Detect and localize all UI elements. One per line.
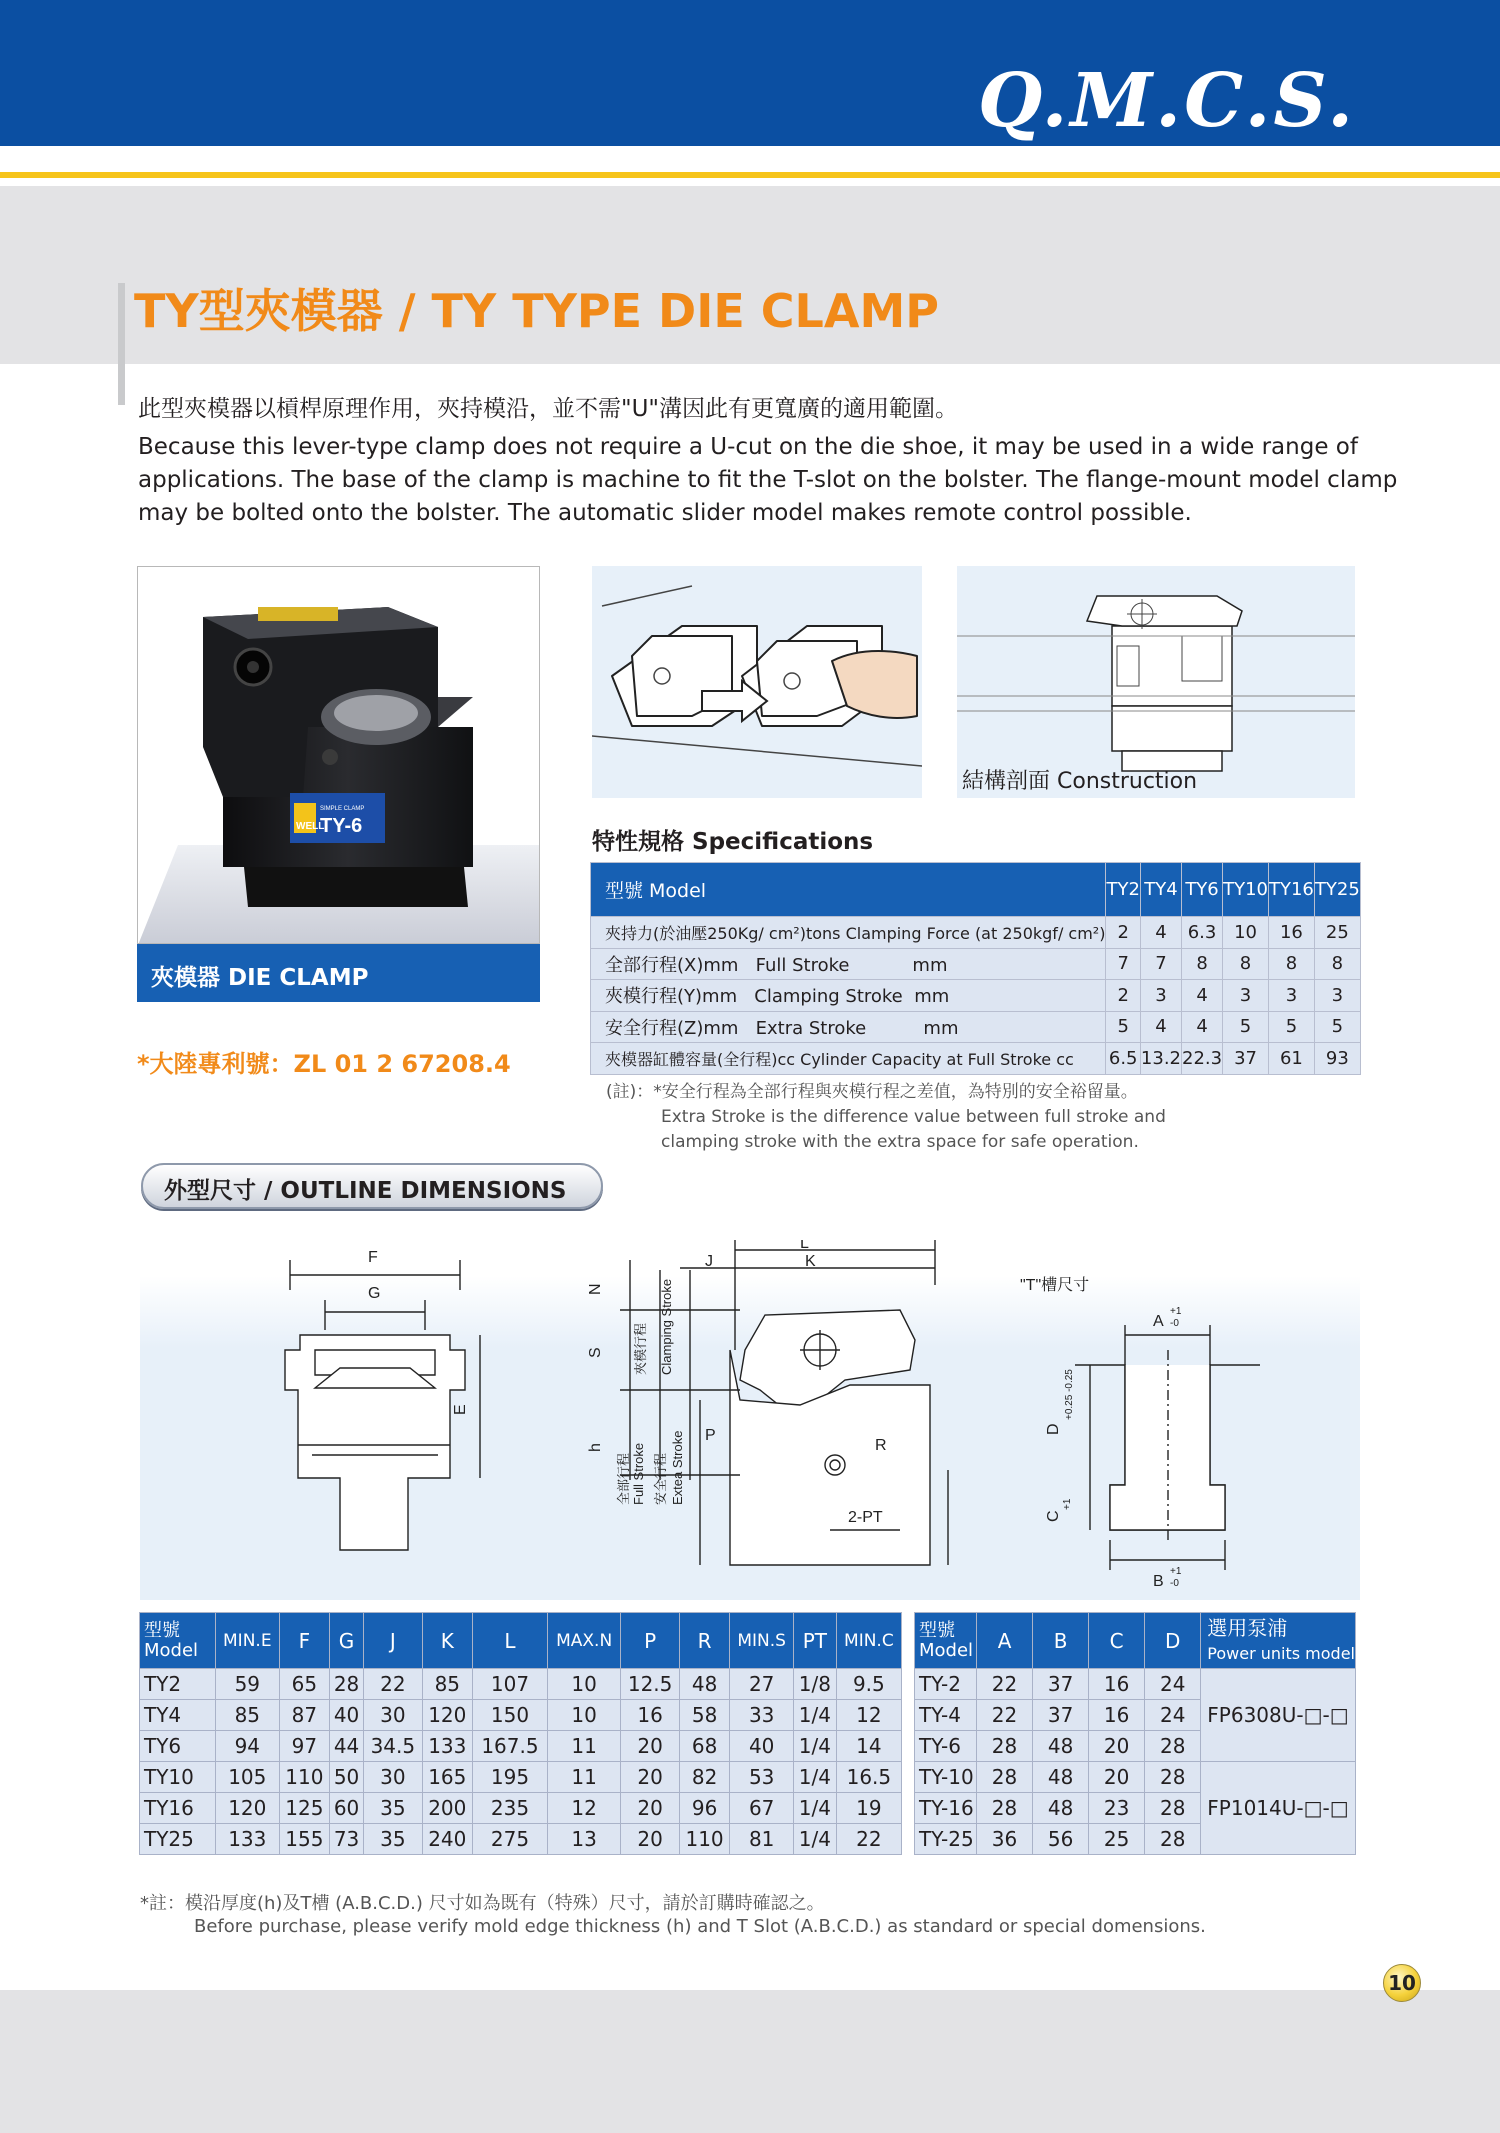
dims-cell: 20 (621, 1731, 680, 1762)
tol-b-minus: -0 (1170, 1578, 1179, 1589)
intro-line-3: may be bolted onto the bolster. The automatic slider model makes remote control possible. (138, 500, 1192, 526)
tslot-cell: 16 (1089, 1669, 1145, 1700)
die-clamp-illustration (138, 567, 540, 944)
dim-label-n: N (587, 1283, 604, 1295)
tslot-cell: 28 (1145, 1824, 1201, 1855)
dims-cell: 1/4 (794, 1700, 837, 1731)
footnote-zh: *註：模沿厚度(h)及T槽 (A.B.C.D.) 尺寸如為既有（特殊）尺寸，請於訂購時確認之。 (140, 1893, 825, 1914)
tslot-model: TY-16 (915, 1793, 977, 1824)
footnote-en: Before purchase, please verify mold edge thickness (h) and T Slot (A.B.C.D.) as standard or special domensions. (194, 1916, 1206, 1937)
dim-label-b: B (1153, 1573, 1164, 1590)
table-row (140, 1669, 902, 1700)
specs-model-col: TY2 (1106, 863, 1140, 917)
table-row (140, 1824, 902, 1855)
dims-cell: 1/4 (794, 1793, 837, 1824)
specs-note: (註)：*安全行程為全部行程與夾模行程之差值，為特別的安全裕留量。 (606, 1082, 1138, 1102)
specs-header-model: 型號 Model (591, 863, 1106, 917)
specs-cell: 5 (1223, 1011, 1269, 1043)
specs-cell: 3 (1140, 980, 1181, 1012)
outline-drawing-panel (140, 1240, 1360, 1600)
tol-d: +0.25 -0.25 (1064, 1369, 1075, 1420)
specs-cell: 5 (1268, 1011, 1314, 1043)
specs-note: Extra Stroke is the difference value between full stroke and (661, 1107, 1166, 1127)
dims-cell: 87 (279, 1700, 329, 1731)
tol-c: +1 (1062, 1498, 1073, 1510)
extra-stroke-en: Extea Stroke (670, 1430, 685, 1505)
full-stroke-en: Full Stroke (631, 1442, 646, 1505)
dim-label-f: F (368, 1249, 378, 1266)
dims-cell: 14 (836, 1731, 901, 1762)
dims-cell: 1/8 (794, 1669, 837, 1700)
tol-a-plus: +1 (1170, 1306, 1182, 1317)
construction-caption: 結構剖面 Construction (962, 769, 1198, 794)
dim-label-l: L (800, 1240, 809, 1252)
dims-cell: 1/4 (794, 1824, 837, 1855)
dims-cell: 235 (473, 1793, 548, 1824)
dims-cell: 30 (364, 1762, 423, 1793)
dims-header-cell: MIN.E (215, 1613, 279, 1669)
dims-cell: 107 (473, 1669, 548, 1700)
dims-cell: 10 (547, 1700, 620, 1731)
tslot-cell: 22 (977, 1669, 1033, 1700)
specs-model-col: TY10 (1223, 863, 1269, 917)
specs-cell: 93 (1314, 1043, 1360, 1075)
dims-header-model (140, 1613, 216, 1669)
tslot-title: "T"槽尺寸 (1020, 1277, 1090, 1294)
tslot-cell: 48 (1033, 1762, 1089, 1793)
dims-cell: 30 (364, 1700, 423, 1731)
tslot-model: TY-25 (915, 1824, 977, 1855)
tslot-cell: 16 (1089, 1700, 1145, 1731)
dims-cell: 67 (730, 1793, 794, 1824)
dims-cell: 81 (730, 1824, 794, 1855)
dim-label-s: S (587, 1347, 604, 1358)
dims-cell: 240 (422, 1824, 472, 1855)
tslot-cell: 37 (1033, 1669, 1089, 1700)
dims-cell: 16.5 (836, 1762, 901, 1793)
dim-label-c: C (1045, 1510, 1062, 1522)
tslot-cell: 28 (1145, 1762, 1201, 1793)
dims-header-cell: PT (794, 1613, 837, 1669)
dims-model: TY25 (140, 1824, 216, 1855)
specs-cell: 37 (1223, 1043, 1269, 1075)
tslot-cell: 20 (1089, 1731, 1145, 1762)
specs-cell: 8 (1223, 948, 1269, 980)
specs-model-col: TY25 (1314, 863, 1360, 917)
dims-model: TY4 (140, 1700, 216, 1731)
brand-logo: Q.M.C.S. (977, 58, 1356, 144)
dims-cell: 11 (547, 1762, 620, 1793)
dims-cell: 40 (330, 1700, 364, 1731)
dims-cell: 68 (679, 1731, 729, 1762)
dims-cell: 44 (330, 1731, 364, 1762)
dims-model: TY10 (140, 1762, 216, 1793)
specs-row-label: 全部行程(X)mm Full Stroke mm (591, 948, 1106, 980)
dims-cell: 150 (473, 1700, 548, 1731)
dims-header-cell: J (364, 1613, 423, 1669)
specs-cell: 6.3 (1182, 917, 1223, 949)
dims-cell: 19 (836, 1793, 901, 1824)
specs-note: clamping stroke with the extra space for safe operation. (661, 1132, 1139, 1152)
dims-cell: 133 (215, 1824, 279, 1855)
tslot-header-model-en: Model (919, 1639, 974, 1661)
dims-cell: 20 (621, 1793, 680, 1824)
dims-cell: 9.5 (836, 1669, 901, 1700)
dims-cell: 120 (215, 1793, 279, 1824)
tol-b-plus: +1 (1170, 1566, 1182, 1577)
dim-label-k: K (805, 1253, 816, 1270)
dims-cell: 1/4 (794, 1731, 837, 1762)
specs-model-col: TY16 (1268, 863, 1314, 917)
dim-label-j: J (705, 1253, 713, 1270)
header-stripe (0, 172, 1500, 178)
dims-cell: 50 (330, 1762, 364, 1793)
dims-cell: 94 (215, 1731, 279, 1762)
dims-cell: 12 (547, 1793, 620, 1824)
dims-header-cell: MIN.S (730, 1613, 794, 1669)
dims-model: TY16 (140, 1793, 216, 1824)
dims-cell: 125 (279, 1793, 329, 1824)
dims-header-cell: G (330, 1613, 364, 1669)
specs-cell: 7 (1106, 948, 1140, 980)
table-row (915, 1762, 1356, 1793)
tslot-model: TY-10 (915, 1762, 977, 1793)
dims-cell: 60 (330, 1793, 364, 1824)
dim-label-a: A (1153, 1313, 1164, 1330)
specs-cell: 8 (1268, 948, 1314, 980)
specs-cell: 4 (1140, 917, 1181, 949)
tslot-cell: 28 (977, 1731, 1033, 1762)
dims-cell: 85 (422, 1669, 472, 1700)
dims-cell: 22 (836, 1824, 901, 1855)
tslot-model: TY-6 (915, 1731, 977, 1762)
pump-header-en: Power units model (1207, 1643, 1355, 1663)
specs-row-label: 夾模行程(Y)mm Clamping Stroke mm (591, 980, 1106, 1012)
intro-line-2: applications. The base of the clamp is machine to fit the T-slot on the bolster. The flange-mount model clamp (138, 467, 1398, 493)
dim-label-g: G (368, 1285, 381, 1302)
photo-label-model: TY-6 (320, 815, 363, 837)
dims-cell: 96 (679, 1793, 729, 1824)
dims-model: TY6 (140, 1731, 216, 1762)
tslot-cell: 48 (1033, 1793, 1089, 1824)
tslot-cell: 28 (977, 1762, 1033, 1793)
footer-band (0, 1990, 1500, 2133)
dims-cell: 12.5 (621, 1669, 680, 1700)
specs-row-label: 夾模器缸體容量(全行程)cc Cylinder Capacity at Full Stroke cc (591, 1043, 1106, 1075)
specs-cell: 8 (1314, 948, 1360, 980)
dims-cell: 120 (422, 1700, 472, 1731)
tslot-cell: 22 (977, 1700, 1033, 1731)
dim-label-p: P (705, 1427, 716, 1444)
table-row (915, 1669, 1356, 1700)
table-row (140, 1731, 902, 1762)
pump-header (1201, 1613, 1356, 1669)
dims-cell: 133 (422, 1731, 472, 1762)
dims-cell: 48 (679, 1669, 729, 1700)
dims-header-model-cn: 型號 (144, 1619, 180, 1641)
table-row (140, 1700, 902, 1731)
photo-label-small: SIMPLE CLAMP (320, 806, 365, 812)
dims-cell: 85 (215, 1700, 279, 1731)
specs-header-row (591, 863, 1361, 917)
outline-heading: 外型尺寸 / OUTLINE DIMENSIONS (164, 1178, 567, 1204)
specs-row-label: 夾持力(於油壓250Kg/ cm²)tons Clamping Force (at 250kgf/ cm²) (591, 917, 1106, 949)
dims-cell: 20 (621, 1762, 680, 1793)
dims-cell: 165 (422, 1762, 472, 1793)
pump-model: FP1014U-□-□ (1201, 1762, 1356, 1855)
clamp-operation-drawing (592, 566, 922, 798)
table-row (140, 1793, 902, 1824)
specs-cell: 22.3 (1182, 1043, 1223, 1075)
tslot-cell: 28 (1145, 1793, 1201, 1824)
photo-caption: 夾模器 DIE CLAMP (137, 944, 540, 1002)
tslot-cell: 56 (1033, 1824, 1089, 1855)
specs-cell: 25 (1314, 917, 1360, 949)
dims-cell: 1/4 (794, 1762, 837, 1793)
dims-cell: 22 (364, 1669, 423, 1700)
dims-cell: 27 (730, 1669, 794, 1700)
dims-cell: 40 (730, 1731, 794, 1762)
specs-table (590, 862, 1361, 1075)
dims-cell: 65 (279, 1669, 329, 1700)
tslot-cell: 20 (1089, 1762, 1145, 1793)
dims-cell: 12 (836, 1700, 901, 1731)
specs-row (591, 948, 1361, 980)
specs-cell: 61 (1268, 1043, 1314, 1075)
tslot-table (914, 1612, 1356, 1855)
specs-model-col: TY6 (1182, 863, 1223, 917)
outline-dimension-drawing (140, 1240, 1360, 1600)
dims-cell: 20 (621, 1824, 680, 1855)
tslot-header-cell: B (1033, 1613, 1089, 1669)
specs-row (591, 917, 1361, 949)
specs-cell: 3 (1314, 980, 1360, 1012)
tslot-cell: 24 (1145, 1700, 1201, 1731)
dims-cell: 35 (364, 1793, 423, 1824)
specs-cell: 4 (1182, 980, 1223, 1012)
dim-label-r: R (875, 1437, 887, 1454)
dims-cell: 59 (215, 1669, 279, 1700)
specs-heading: 特性規格 Specifications (592, 829, 874, 855)
tslot-header-model-cn: 型號 (919, 1619, 955, 1641)
tslot-cell: 23 (1089, 1793, 1145, 1824)
tslot-header-cell: C (1089, 1613, 1145, 1669)
dims-cell: 110 (279, 1762, 329, 1793)
product-photo (137, 566, 540, 944)
specs-cell: 7 (1140, 948, 1181, 980)
specs-row-label: 安全行程(Z)mm Extra Stroke mm (591, 1011, 1106, 1043)
specs-cell: 8 (1182, 948, 1223, 980)
specs-cell: 16 (1268, 917, 1314, 949)
dims-header-cell: MAX.N (547, 1613, 620, 1669)
clamp-stroke-cn: 夾模行程 (633, 1322, 648, 1375)
specs-cell: 3 (1223, 980, 1269, 1012)
dims-model: TY2 (140, 1669, 216, 1700)
dims-cell: 110 (679, 1824, 729, 1855)
dims-cell: 73 (330, 1824, 364, 1855)
dims-header-cell: MIN.C (836, 1613, 901, 1669)
dims-header-cell: F (279, 1613, 329, 1669)
specs-cell: 4 (1140, 1011, 1181, 1043)
specs-cell: 2 (1106, 917, 1140, 949)
dims-header-cell: K (422, 1613, 472, 1669)
tslot-header-model (915, 1613, 977, 1669)
full-stroke-cn: 全部行程 (616, 1452, 631, 1505)
photo-label-brand: WELL (296, 821, 325, 832)
dim-label-h: h (587, 1443, 604, 1452)
specs-cell: 3 (1268, 980, 1314, 1012)
dims-cell: 35 (364, 1824, 423, 1855)
dims-header-model-en: Model (144, 1639, 199, 1661)
page-number: 10 (1383, 1964, 1421, 2002)
specs-cell: 6.5 (1106, 1043, 1140, 1075)
specs-row (591, 980, 1361, 1012)
intro-zh: 此型夾模器以槓桿原理作用，夾持模沿，並不需"U"溝因此有更寬廣的適用範圍。 (138, 396, 958, 422)
tslot-cell: 24 (1145, 1669, 1201, 1700)
dim-label-pt: 2-PT (848, 1509, 883, 1526)
pump-header-cn: 選用泵浦 (1207, 1615, 1288, 1640)
intro-line-1: Because this lever-type clamp does not require a U-cut on the die shoe, it may be used in a wide range of (138, 434, 1358, 460)
dims-header-cell: R (679, 1613, 729, 1669)
patent-number: *大陸專利號：ZL 01 2 67208.4 (137, 1050, 511, 1078)
tslot-cell: 28 (1145, 1731, 1201, 1762)
specs-cell: 5 (1106, 1011, 1140, 1043)
specs-cell: 4 (1182, 1011, 1223, 1043)
specs-cell: 10 (1223, 917, 1269, 949)
dims-cell: 58 (679, 1700, 729, 1731)
operation-figure (592, 566, 922, 798)
tol-a-minus: -0 (1170, 1318, 1179, 1329)
dims-cell: 200 (422, 1793, 472, 1824)
tslot-model: TY-4 (915, 1700, 977, 1731)
specs-cell: 13.2 (1140, 1043, 1181, 1075)
dims-cell: 11 (547, 1731, 620, 1762)
extra-stroke-cn: 安全行程 (653, 1452, 668, 1505)
dims-cell: 275 (473, 1824, 548, 1855)
tslot-cell: 25 (1089, 1824, 1145, 1855)
dims-cell: 195 (473, 1762, 548, 1793)
dims-cell: 155 (279, 1824, 329, 1855)
dims-cell: 82 (679, 1762, 729, 1793)
dim-label-d: D (1045, 1423, 1062, 1435)
tslot-cell: 28 (977, 1793, 1033, 1824)
specs-cell: 2 (1106, 980, 1140, 1012)
dims-cell: 10 (547, 1669, 620, 1700)
tslot-header-row (915, 1613, 1356, 1669)
tslot-cell: 37 (1033, 1700, 1089, 1731)
specs-cell: 5 (1314, 1011, 1360, 1043)
dims-cell: 16 (621, 1700, 680, 1731)
page-title: TY型夾模器 / TY TYPE DIE CLAMP (134, 284, 939, 338)
dims-cell: 105 (215, 1762, 279, 1793)
dims-header-cell: L (473, 1613, 548, 1669)
dims-cell: 34.5 (364, 1731, 423, 1762)
dims-cell: 13 (547, 1824, 620, 1855)
dimensions-table (139, 1612, 902, 1855)
tslot-cell: 48 (1033, 1731, 1089, 1762)
tslot-header-cell: D (1145, 1613, 1201, 1669)
dims-cell: 33 (730, 1700, 794, 1731)
tslot-header-cell: A (977, 1613, 1033, 1669)
dims-cell: 28 (330, 1669, 364, 1700)
dims-cell: 97 (279, 1731, 329, 1762)
tslot-cell: 36 (977, 1824, 1033, 1855)
title-accent-bar (118, 283, 125, 405)
dim-label-e: E (452, 1404, 469, 1415)
clamp-stroke-en: Clamping Stroke (659, 1278, 674, 1375)
specs-row (591, 1043, 1361, 1075)
pump-model: FP6308U-□-□ (1201, 1669, 1356, 1762)
dims-cell: 53 (730, 1762, 794, 1793)
dims-header-row (140, 1613, 902, 1669)
specs-row (591, 1011, 1361, 1043)
table-row (140, 1762, 902, 1793)
dims-cell: 167.5 (473, 1731, 548, 1762)
dims-header-cell: P (621, 1613, 680, 1669)
specs-model-col: TY4 (1140, 863, 1181, 917)
tslot-model: TY-2 (915, 1669, 977, 1700)
